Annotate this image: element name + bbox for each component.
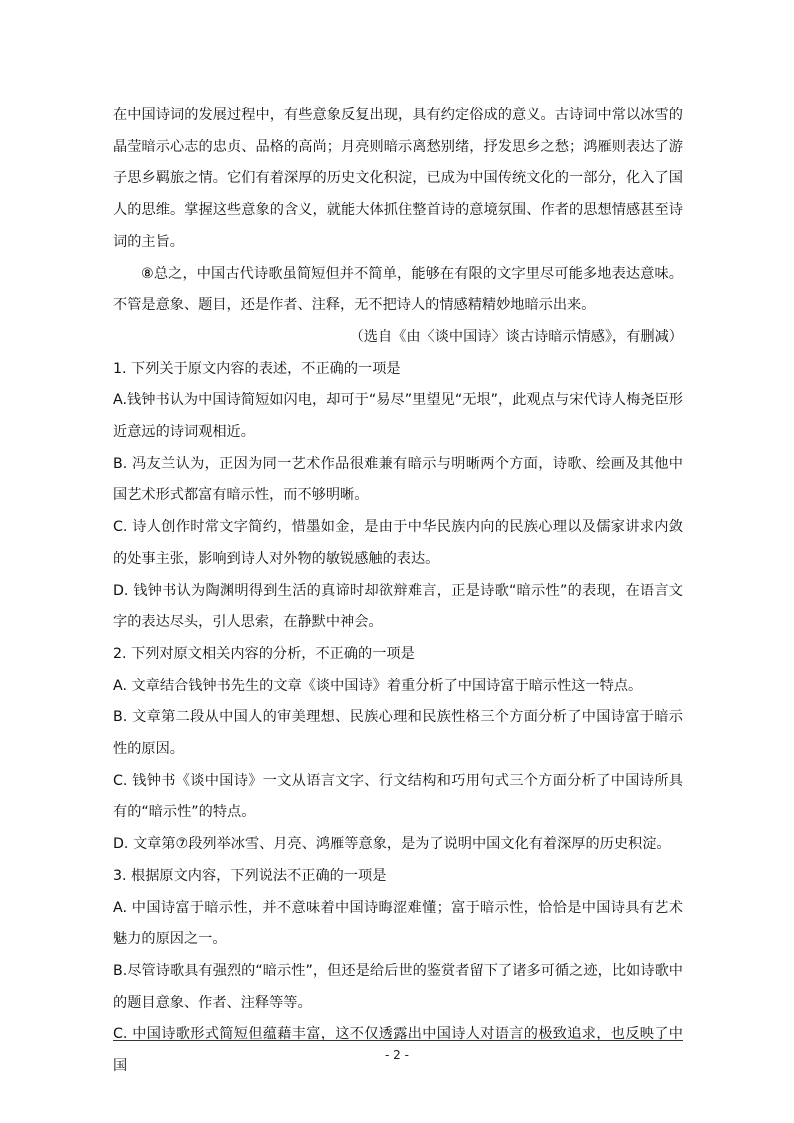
question-3-option-b: B.尽管诗歌具有强烈的“暗示性”，但还是给后世的鉴赏者留下了诸多可循之迹，比如诗歌中的题目意象、作者、注释等等。	[113, 962, 683, 1011]
question-1-stem: 1. 下列关于原文内容的表述，不正确的一项是	[113, 360, 401, 377]
body-paragraph-7: 在中国诗词的发展过程中，有些意象反复出现，具有约定俗成的意义。古诗词中常以冰雪的晶莹暗示心志的忠贞、品格的高尚；月亮则暗示离愁别绪，抒发思乡之愁；鸿雁则表达了游子思乡羁旅之情。它们有着深厚的历史文化积淀，已成为中国传统文化的一部分，化入了国人的思维。掌握这些意象的含义，就能大体抓住整首诗的意境氛围、作者的思想情感甚至诗词的主旨。	[113, 107, 683, 250]
question-3-option-c: C. 中国诗歌形式简短但蕴藉丰富，这不仅透露出中国诗人对语言的极致追求，也反映了中国	[113, 1026, 683, 1075]
question-1-option-d: D. 钱钟书认为陶渊明得到生活的真谛时却欲辩难言，正是诗歌“暗示性”的表现，在语言文字的表达尽头，引人思索，在静默中神会。	[113, 582, 683, 631]
question-2-option-d: D. 文章第⑦段列举冰雪、月亮、鸿雁等意象，是为了说明中国文化有着深厚的历史积淀。	[113, 836, 671, 853]
question-1-option-c: C. 诗人创作时常文字简约，惜墨如金，是由于中华民族内向的民族心理以及儒家讲求内敛的处事主张，影响到诗人对外物的敏锐感触的表达。	[113, 519, 683, 567]
body-paragraph-8: ⑧总之，中国古代诗歌虽简短但并不简单，能够在有限的文字里尽可能多地表达意味。不管是意象、题目，还是作者、注释，无不把诗人的情感精精妙地暗示出来。	[113, 265, 683, 314]
source-note: （选自《由〈谈中国诗〉谈古诗暗示情感》，有删减）	[349, 328, 683, 345]
question-2-stem: 2. 下列对原文相关内容的分析，不正确的一项是	[113, 645, 415, 662]
question-1-option-a: A.钱钟书认为中国诗简短如闪电，却可于“易尽”里望见“无垠”，此观点与宋代诗人梅尧臣形近意远的诗词观相近。	[113, 392, 683, 441]
footer-divider	[113, 1040, 683, 1041]
question-2-option-c: C. 钱钟书《谈中国诗》一文从语言文字、行文结构和巧用句式三个方面分析了中国诗所具有的“暗示性”的特点。	[113, 772, 683, 821]
question-3-stem: 3. 根据原文内容，下列说法不正确的一项是	[113, 867, 387, 884]
question-3-option-a: A. 中国诗富于暗示性，并不意味着中国诗晦涩难懂；富于暗示性，恰恰是中国诗具有艺术魅力的原因之一。	[113, 899, 683, 948]
page-number: - 2 -	[385, 1048, 409, 1062]
page-content	[113, 100, 683, 1083]
question-1-option-b: B. 冯友兰认为，正因为同一艺术作品很难兼有暗示与明晰两个方面，诗歌、绘画及其他中国艺术形式都富有暗示性，而不够明晰。	[113, 455, 683, 504]
question-2-option-b: B. 文章第二段从中国人的审美理想、民族心理和民族性格三个方面分析了中国诗富于暗示性的原因。	[113, 709, 683, 758]
question-2-option-a: A. 文章结合钱钟书先生的文章《谈中国诗》着重分析了中国诗富于暗示性这一特点。	[113, 677, 643, 694]
